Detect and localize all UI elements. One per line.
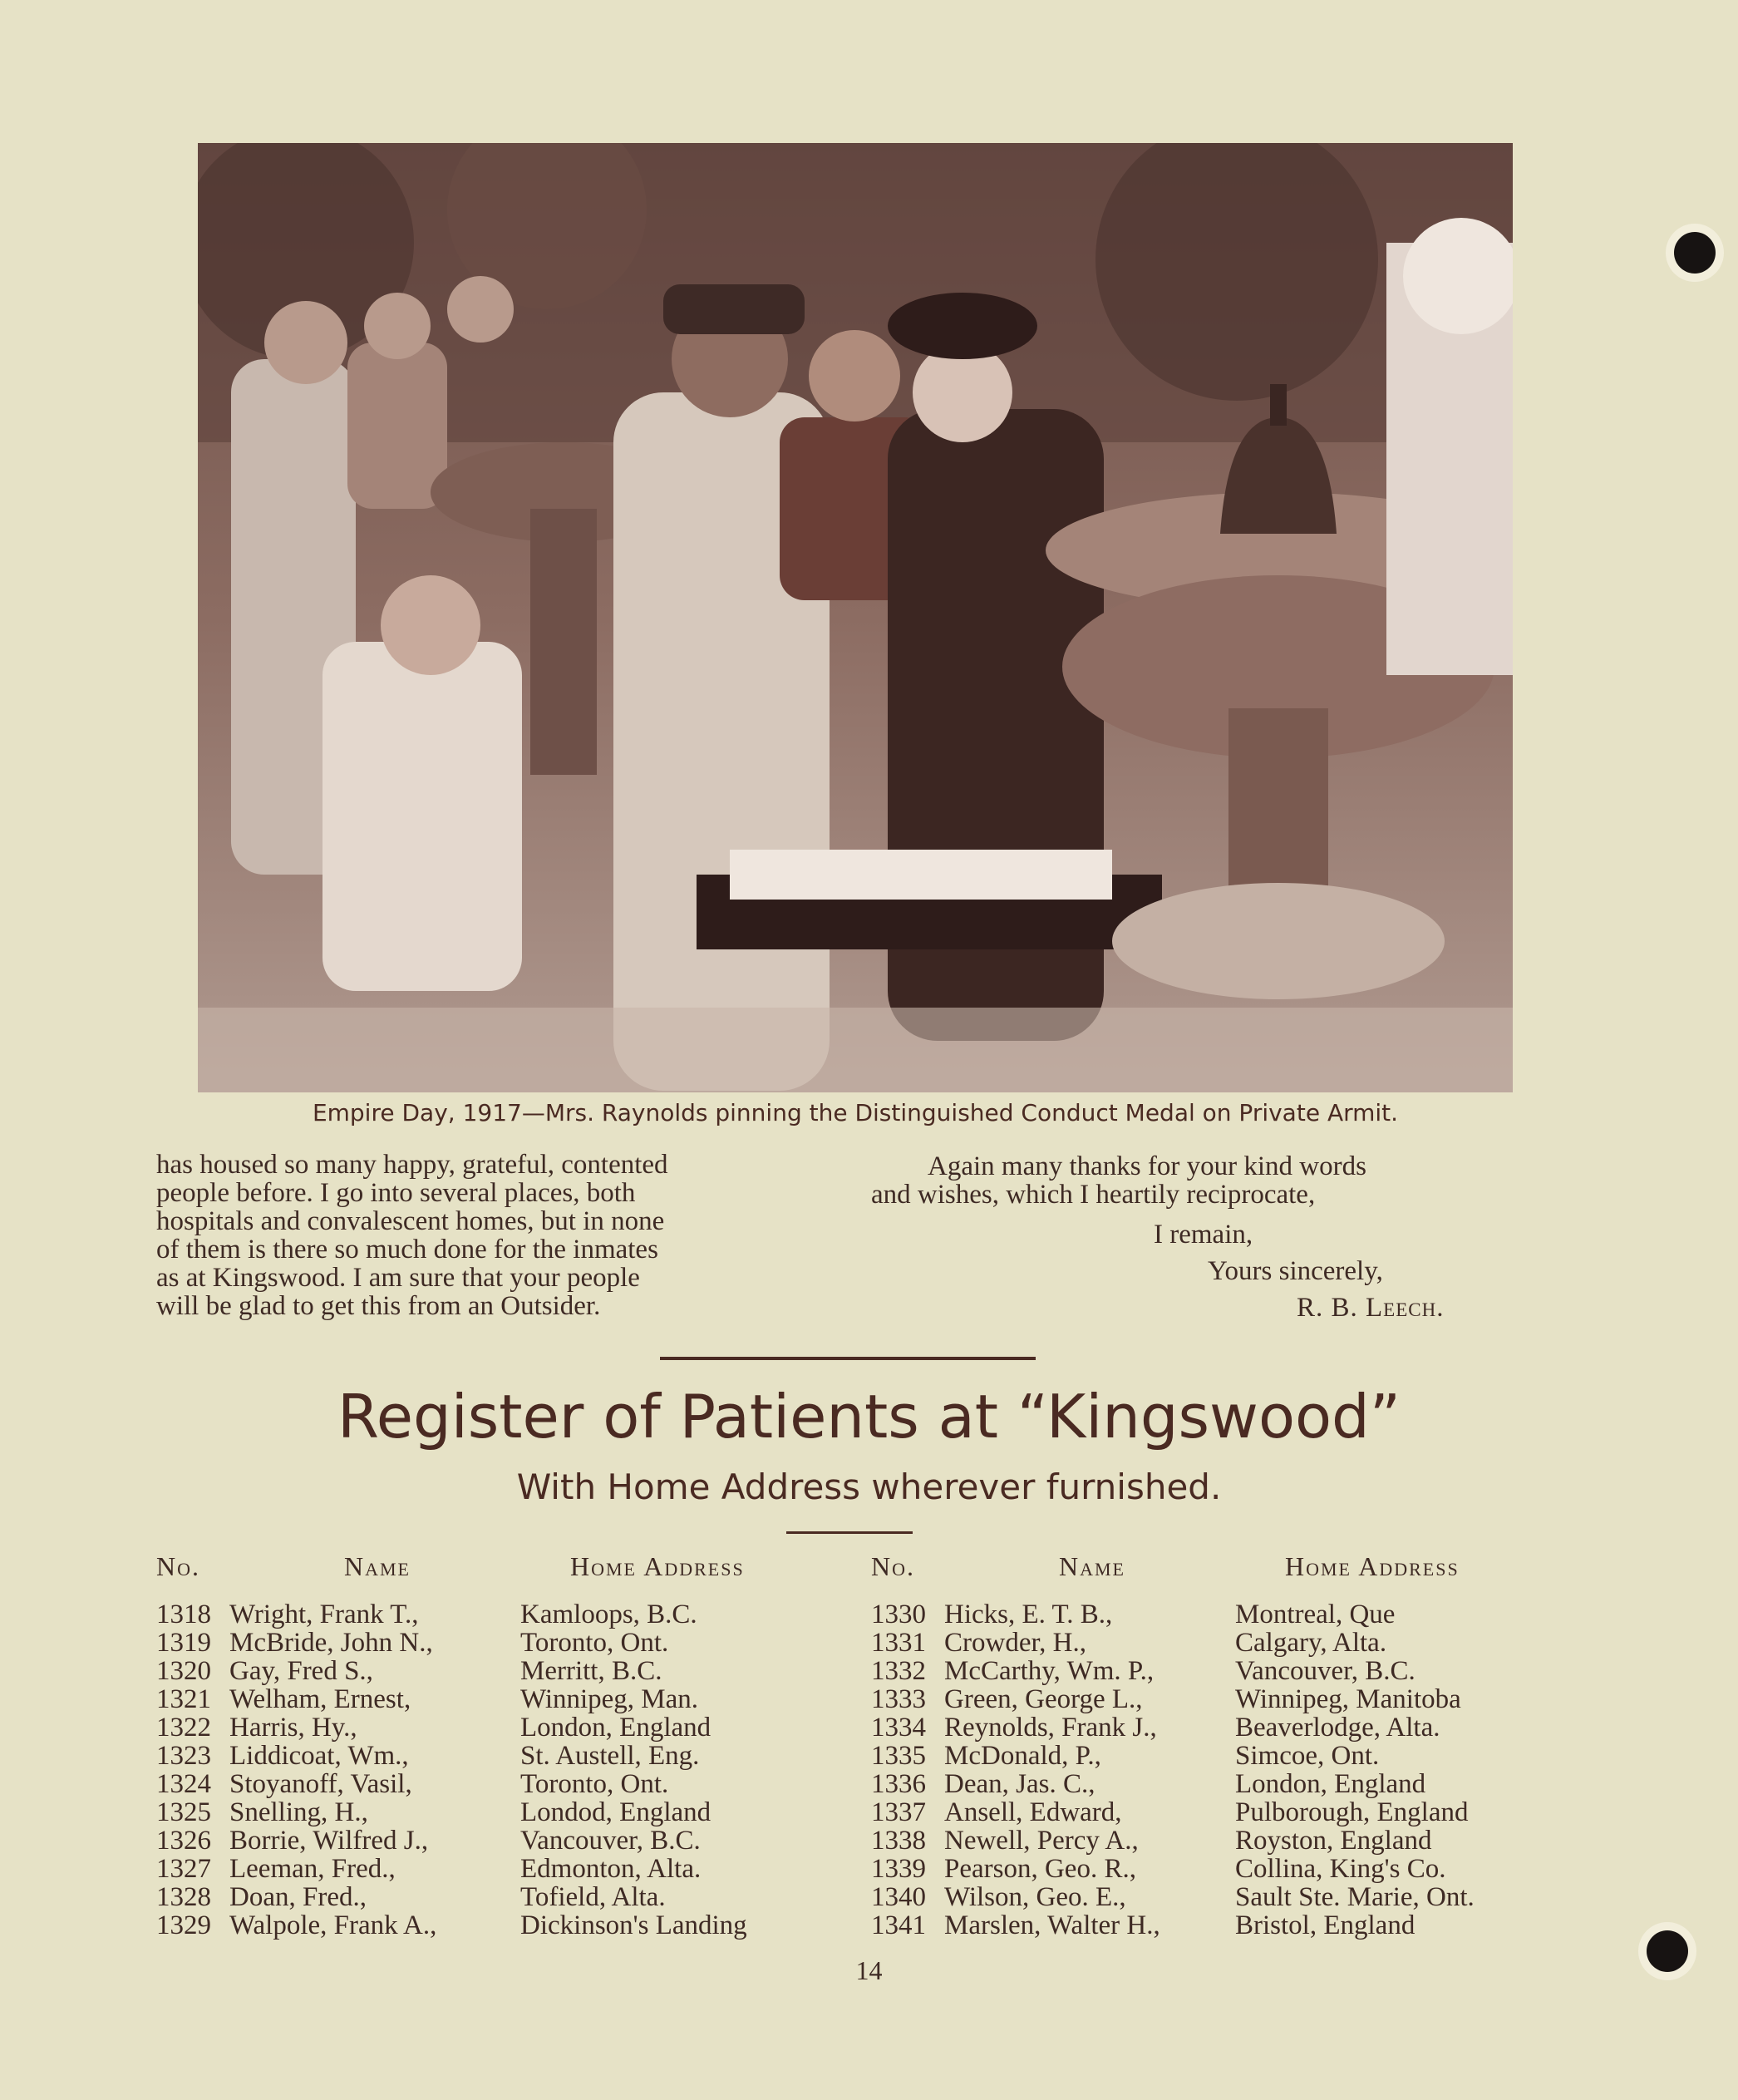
letter-line: of them is there so much done for the inmates bbox=[156, 1235, 658, 1264]
patient-no: 1333 bbox=[871, 1684, 926, 1714]
letter-line: hospitals and convalescent homes, but in none bbox=[156, 1206, 665, 1236]
header-address: Home Address bbox=[570, 1551, 745, 1581]
register-title: Register of Patients at “Kingswood” bbox=[337, 1382, 1401, 1452]
header-no: No. bbox=[871, 1551, 915, 1581]
table-header bbox=[156, 1551, 838, 1600]
table-row bbox=[156, 1741, 838, 1769]
table-row bbox=[156, 1882, 838, 1910]
patient-address: Toronto, Ont. bbox=[520, 1769, 669, 1799]
patient-no: 1338 bbox=[871, 1826, 926, 1856]
patient-address: Collina, King's Co. bbox=[1235, 1854, 1446, 1884]
patient-address: Vancouver, B.C. bbox=[1235, 1656, 1416, 1686]
patient-no: 1330 bbox=[871, 1600, 926, 1629]
section-divider bbox=[660, 1357, 1036, 1360]
patient-address: Kamloops, B.C. bbox=[520, 1600, 697, 1629]
patient-no: 1329 bbox=[156, 1910, 211, 1940]
patient-no: 1321 bbox=[156, 1684, 211, 1714]
patient-no: 1323 bbox=[156, 1741, 211, 1771]
patient-no: 1341 bbox=[871, 1910, 926, 1940]
patient-address: London, England bbox=[520, 1713, 711, 1743]
patient-address: Royston, England bbox=[1235, 1826, 1432, 1856]
table-row bbox=[156, 1684, 838, 1713]
letter-signature: R. B. Leech. bbox=[1297, 1293, 1445, 1323]
patient-name: Borrie, Wilfred J., bbox=[229, 1826, 429, 1856]
patient-address: Londod, England bbox=[520, 1797, 711, 1827]
patient-name: Wright, Frank T., bbox=[229, 1600, 419, 1629]
title-divider bbox=[786, 1531, 913, 1534]
patient-name: Pearson, Geo. R., bbox=[944, 1854, 1136, 1884]
patient-address: London, England bbox=[1235, 1769, 1426, 1799]
patient-no: 1340 bbox=[871, 1882, 926, 1912]
letter-line: Again many thanks for your kind words bbox=[928, 1151, 1366, 1181]
patient-no: 1328 bbox=[156, 1882, 211, 1912]
patient-no: 1325 bbox=[156, 1797, 211, 1827]
table-row bbox=[871, 1797, 1553, 1826]
patient-name: Green, George L., bbox=[944, 1684, 1143, 1714]
patient-name: McBride, John N., bbox=[229, 1628, 433, 1658]
letter-right-column bbox=[871, 1152, 1553, 1330]
patient-address: Winnipeg, Manitoba bbox=[1235, 1684, 1461, 1714]
patient-address: St. Austell, Eng. bbox=[520, 1741, 700, 1771]
patient-no: 1331 bbox=[871, 1628, 926, 1658]
table-row bbox=[156, 1600, 838, 1628]
table-row bbox=[156, 1656, 838, 1684]
patient-name: Harris, Hy., bbox=[229, 1713, 357, 1743]
patient-no: 1327 bbox=[156, 1854, 211, 1884]
patient-name: Liddicoat, Wm., bbox=[229, 1741, 409, 1771]
patient-address: Winnipeg, Man. bbox=[520, 1684, 699, 1714]
patient-name: Ansell, Edward, bbox=[944, 1797, 1122, 1827]
letter-line: will be glad to get this from an Outsider. bbox=[156, 1291, 601, 1321]
header-address: Home Address bbox=[1285, 1551, 1460, 1581]
patient-no: 1337 bbox=[871, 1797, 926, 1827]
register-table-right bbox=[871, 1551, 1553, 1939]
letter-left-column bbox=[156, 1151, 838, 1320]
table-row bbox=[871, 1684, 1553, 1713]
table-row bbox=[871, 1910, 1553, 1939]
patient-no: 1336 bbox=[871, 1769, 926, 1799]
empire-day-photograph bbox=[198, 143, 1513, 1092]
table-row bbox=[156, 1854, 838, 1882]
patient-no: 1320 bbox=[156, 1656, 211, 1686]
table-row bbox=[871, 1656, 1553, 1684]
patient-address: Bristol, England bbox=[1235, 1910, 1416, 1940]
patient-no: 1332 bbox=[871, 1656, 926, 1686]
patient-name: Reynolds, Frank J., bbox=[944, 1713, 1157, 1743]
photo-caption: Empire Day, 1917—Mrs. Raynolds pinning the Distinguished Conduct Medal on Private Armit. bbox=[312, 1099, 1399, 1126]
table-header bbox=[871, 1551, 1553, 1600]
patient-address: Calgary, Alta. bbox=[1235, 1628, 1387, 1658]
table-row bbox=[871, 1854, 1553, 1882]
patient-name: Hicks, E. T. B., bbox=[944, 1600, 1113, 1629]
patient-no: 1322 bbox=[156, 1713, 211, 1743]
patient-no: 1319 bbox=[156, 1628, 211, 1658]
patient-address: Simcoe, Ont. bbox=[1235, 1741, 1380, 1771]
letter-line: and wishes, which I heartily reciprocate, bbox=[871, 1180, 1316, 1210]
patient-name: Gay, Fred S., bbox=[229, 1656, 373, 1686]
patient-address: Toronto, Ont. bbox=[520, 1628, 669, 1658]
patient-name: Newell, Percy A., bbox=[944, 1826, 1139, 1856]
patient-no: 1324 bbox=[156, 1769, 211, 1799]
patient-address: Sault Ste. Marie, Ont. bbox=[1235, 1882, 1475, 1912]
table-row bbox=[156, 1769, 838, 1797]
table-row bbox=[871, 1713, 1553, 1741]
patient-address: Beaverlodge, Alta. bbox=[1235, 1713, 1440, 1743]
table-row bbox=[871, 1741, 1553, 1769]
punch-hole-icon bbox=[1647, 1930, 1688, 1972]
patient-name: Doan, Fred., bbox=[229, 1882, 367, 1912]
letter-line: as at Kingswood. I am sure that your people bbox=[156, 1263, 640, 1293]
table-row bbox=[156, 1628, 838, 1656]
table-row bbox=[156, 1826, 838, 1854]
table-row bbox=[871, 1882, 1553, 1910]
patient-name: Dean, Jas. C., bbox=[944, 1769, 1095, 1799]
table-row bbox=[871, 1600, 1553, 1628]
patient-no: 1334 bbox=[871, 1713, 926, 1743]
patient-name: Leeman, Fred., bbox=[229, 1854, 396, 1884]
patient-address: Pulborough, England bbox=[1235, 1797, 1469, 1827]
patient-name: McDonald, P., bbox=[944, 1741, 1101, 1771]
photograph-icon bbox=[198, 143, 1513, 1092]
patient-name: Marslen, Walter H., bbox=[944, 1910, 1160, 1940]
patient-address: Tofield, Alta. bbox=[520, 1882, 666, 1912]
patient-no: 1335 bbox=[871, 1741, 926, 1771]
patient-address: Merritt, B.C. bbox=[520, 1656, 662, 1686]
header-name: Name bbox=[1059, 1551, 1125, 1581]
patient-no: 1318 bbox=[156, 1600, 211, 1629]
patient-name: Wilson, Geo. E., bbox=[944, 1882, 1126, 1912]
table-row bbox=[871, 1769, 1553, 1797]
patient-no: 1326 bbox=[156, 1826, 211, 1856]
register-subtitle: With Home Address wherever furnished. bbox=[516, 1467, 1222, 1507]
table-row bbox=[871, 1826, 1553, 1854]
header-name: Name bbox=[344, 1551, 411, 1581]
patient-name: Walpole, Frank A., bbox=[229, 1910, 437, 1940]
patient-no: 1339 bbox=[871, 1854, 926, 1884]
table-row bbox=[156, 1910, 838, 1939]
patient-name: Welham, Ernest, bbox=[229, 1684, 411, 1714]
closing-yours: Yours sincerely, bbox=[1208, 1256, 1383, 1286]
header-no: No. bbox=[156, 1551, 200, 1581]
table-row bbox=[156, 1713, 838, 1741]
patient-address: Montreal, Que bbox=[1235, 1600, 1396, 1629]
patient-name: Snelling, H., bbox=[229, 1797, 368, 1827]
letter-closing bbox=[871, 1220, 1553, 1330]
register-table-left bbox=[156, 1551, 838, 1939]
patient-name: McCarthy, Wm. P., bbox=[944, 1656, 1155, 1686]
table-row bbox=[871, 1628, 1553, 1656]
patient-address: Edmonton, Alta. bbox=[520, 1854, 702, 1884]
patient-address: Vancouver, B.C. bbox=[520, 1826, 701, 1856]
punch-hole-icon bbox=[1674, 232, 1716, 274]
letter-line: people before. I go into several places, both bbox=[156, 1178, 636, 1208]
patient-name: Crowder, H., bbox=[944, 1628, 1086, 1658]
patient-name: Stoyanoff, Vasil, bbox=[229, 1769, 412, 1799]
patient-address: Dickinson's Landing bbox=[520, 1910, 747, 1940]
page-number: 14 bbox=[855, 1955, 883, 1985]
closing-remain: I remain, bbox=[1154, 1220, 1253, 1250]
table-row bbox=[156, 1797, 838, 1826]
letter-line: has housed so many happy, grateful, contented bbox=[156, 1150, 668, 1180]
